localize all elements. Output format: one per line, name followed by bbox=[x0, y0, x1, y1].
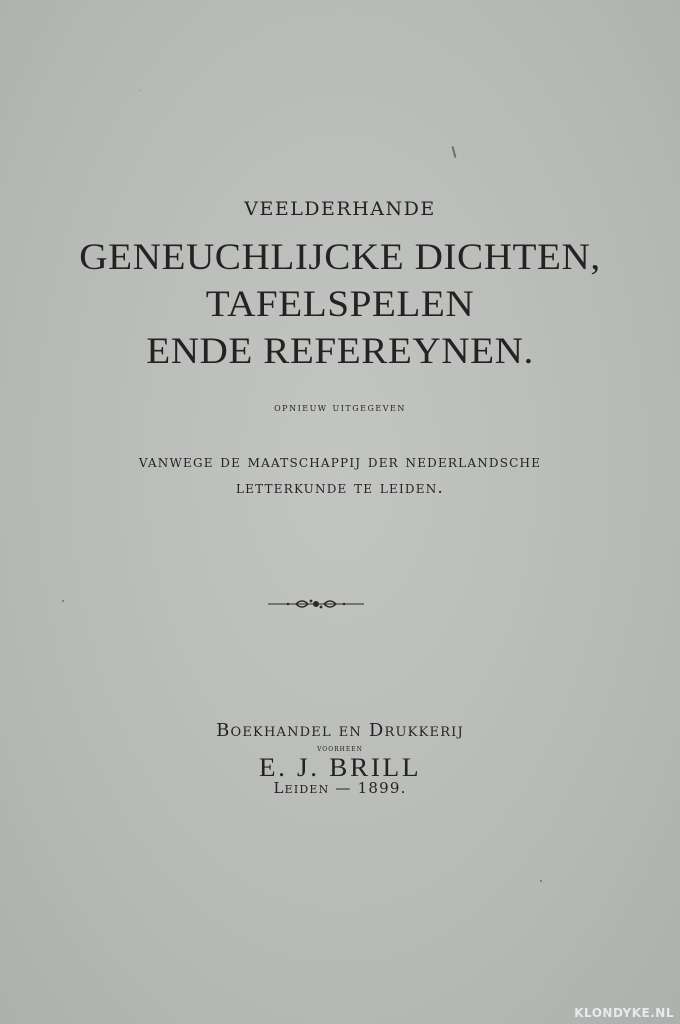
publisher-line-1: Boekhandel en Drukkerij bbox=[216, 720, 464, 741]
printers-ornament-icon bbox=[266, 596, 366, 612]
publisher-line-2: voorheen bbox=[317, 744, 363, 753]
title-line-2: GENEUCHLIJCKE DICHTEN, bbox=[79, 237, 601, 278]
paper-speck bbox=[140, 90, 141, 91]
society-line-2: letterkunde te leiden. bbox=[235, 478, 444, 498]
watermark: KLONDYKE.NL bbox=[574, 1006, 674, 1020]
paper-speck bbox=[62, 600, 64, 602]
paper-speck bbox=[451, 146, 456, 158]
imprint-place-year: Leiden — 1899. bbox=[273, 779, 407, 797]
paper-speck bbox=[540, 880, 542, 882]
title-line-4: ENDE REFEREYNEN. bbox=[146, 331, 534, 372]
title-line-1: VEELDERHANDE bbox=[244, 198, 436, 220]
society-line-1: vanwege de maatschappij der nederlandsche bbox=[138, 452, 542, 472]
publisher-name: E. J. BRILL bbox=[258, 753, 422, 782]
edition-note: opnieuw uitgegeven bbox=[274, 401, 406, 414]
title-line-3: TAFELSPELEN bbox=[205, 284, 475, 325]
